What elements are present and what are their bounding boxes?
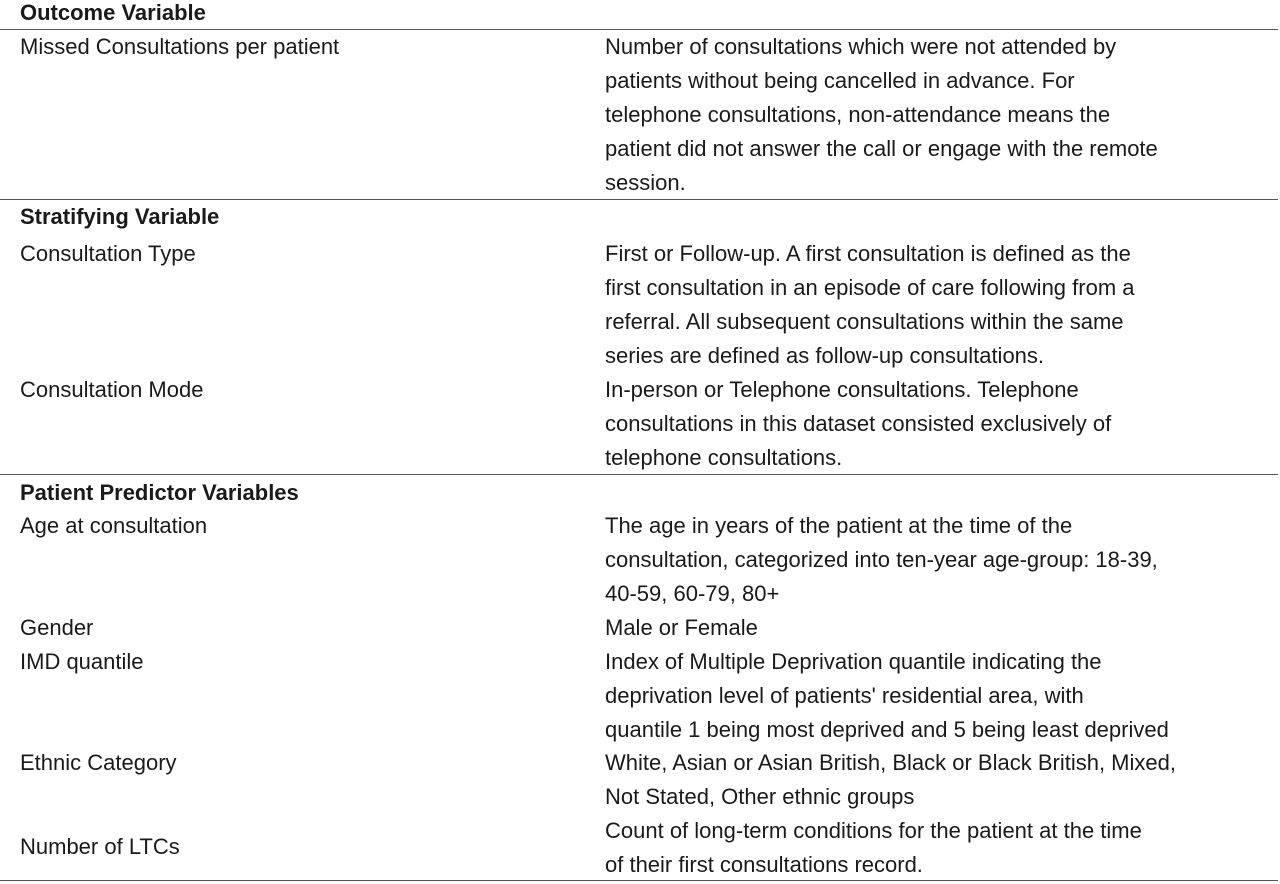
variable-label-number-of-ltcs: Number of LTCs	[20, 834, 180, 859]
variable-description-age: The age in years of the patient at the time of the consultation, categorized into ten-year age-group: 18-39, 40-59, 60-79, 80+	[605, 513, 1158, 606]
variable-label-ethnic-category: Ethnic Category	[20, 750, 177, 775]
variable-description-ethnic-category: White, Asian or Asian British, Black or Black British, Mixed, Not Stated, Other ethnic groups	[605, 750, 1176, 809]
section-header-patient-predictors: Patient Predictor Variables	[20, 480, 299, 505]
section-header-outcome: Outcome Variable	[20, 0, 206, 25]
section-divider	[0, 474, 1278, 475]
table-bottom-border	[0, 880, 1278, 881]
variable-label-consultation-type: Consultation Type	[20, 241, 196, 266]
variable-label-age: Age at consultation	[20, 513, 208, 538]
section-divider	[0, 199, 1278, 200]
variable-label-imd-quantile: IMD quantile	[20, 649, 144, 674]
variable-description-missed-consultations: Number of consultations which were not attended by patients without being cancelled in advance. For telephone consultations, non-attendance means the patient did not answer the call or engage with the remote session.	[605, 34, 1158, 195]
variable-description-number-of-ltcs: Count of long-term conditions for the patient at the time of their first consultations record.	[605, 818, 1142, 877]
variable-description-consultation-type: First or Follow-up. A first consultation is defined as the first consultation in an episode of care following from a referral. All subsequent consultations within the same series are defined as follow-up consultations.	[605, 241, 1135, 368]
variable-label-missed-consultations: Missed Consultations per patient	[20, 34, 340, 59]
variable-label-consultation-mode: Consultation Mode	[20, 377, 204, 402]
variable-description-consultation-mode: In-person or Telephone consultations. Telephone consultations in this dataset consisted exclusively of telephone consultations.	[605, 377, 1112, 470]
variable-description-imd-quantile: Index of Multiple Deprivation quantile indicating the deprivation level of patients' residential area, with quantile 1 being most deprived and 5 being least deprived	[605, 649, 1169, 742]
variable-description-gender: Male or Female	[605, 615, 758, 640]
variable-label-gender: Gender	[20, 615, 94, 640]
section-header-stratifying: Stratifying Variable	[20, 204, 220, 229]
